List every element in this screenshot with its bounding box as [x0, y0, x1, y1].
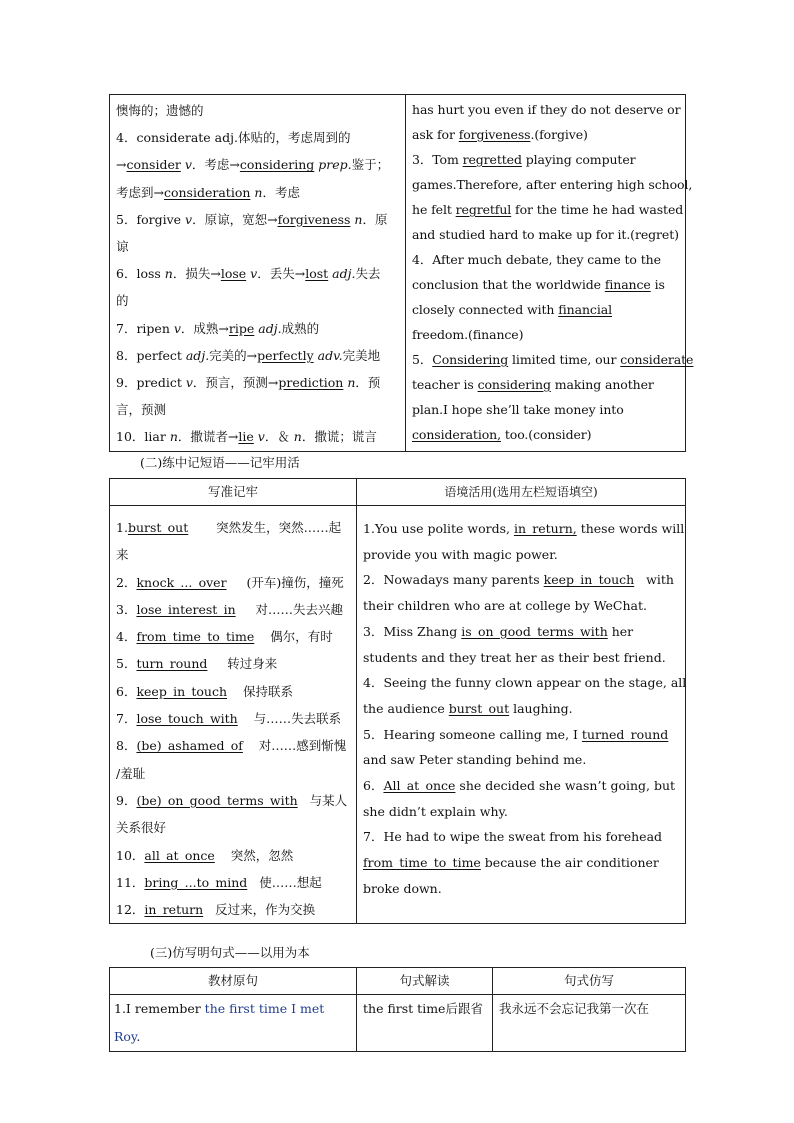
phrase-item: 12．in_return 反过来，作为交换 [116, 902, 316, 918]
phrase-item-cont: 关系很好 [116, 820, 167, 836]
header-analysis: 句式解读 [357, 968, 493, 995]
phrase-practice-cell [357, 506, 686, 924]
practice-line: students and they treat her as their best friend. [363, 649, 666, 665]
phrase-item-cont: /羞耻 [116, 765, 146, 781]
sentence-line: and studied hard to make up for it.(regret) [412, 227, 679, 242]
practice-line: 1.You use polite words, in_return, these words will [363, 521, 685, 536]
word-line: 懊悔的；遗憾的 [116, 103, 204, 118]
word-line: 7．ripen v．成熟→ripe adj.成熟的 [116, 320, 320, 336]
phrase-item: 11．bring_...to_mind 使……想起 [116, 874, 322, 890]
phrase-item: 1.burst_out 突然发生，突然……起 [116, 520, 342, 535]
phrase-item: 7．lose_touch_with 与……失去联系 [116, 711, 342, 727]
sentence-line: he felt regretful for the time he had wasted [412, 202, 684, 217]
section-title-sentences: (三)仿写明句式——以用为本 [150, 945, 310, 960]
sentence-line: 4．After much debate, they came to the [412, 252, 661, 267]
word-line: 8．perfect adj.完美的→perfectly adv.完美地 [116, 347, 381, 363]
sentence-line: freedom.(finance) [412, 327, 524, 342]
practice-line: broke down. [363, 880, 442, 896]
practice-line: the audience burst_out laughing. [363, 700, 573, 716]
word-line: 6．loss n．损失→lose v．丢失→lost adj.失去 [116, 266, 381, 282]
practice-line: 5．Hearing someone calling me, I turned_round [363, 726, 669, 742]
phrase-item: 5．turn_round 转过身来 [116, 656, 278, 672]
vocabulary-table [109, 94, 694, 452]
context-practice-cell [406, 95, 694, 452]
word-line: 的 [116, 293, 129, 309]
word-line: 10．liar n．撒谎者→lie v．＆ n．撒谎；谎言 [116, 429, 377, 445]
analysis-cell: the first time后跟省 [357, 995, 493, 1052]
practice-line: their children who are at college by WeChat. [363, 598, 647, 614]
header-context-use: 语境活用(选用左栏短语填空) [357, 479, 686, 506]
word-line: 4．considerate adj.体贴的，考虑周到的 [116, 130, 351, 146]
sentence-line: closely connected with financial [412, 302, 612, 317]
section-title-phrases: (二)练中记短语——记牢用活 [140, 455, 300, 470]
practice-line: 2．Nowadays many parents keep_in_touch with [363, 572, 674, 588]
phrase-list-cell [110, 506, 357, 924]
original-sentence-cell: 1.I remember the first time I met Roy. [110, 995, 357, 1052]
practice-line: 4．Seeing the funny clown appear on the stage, all [363, 675, 687, 691]
sentence-pattern-table [109, 967, 686, 1052]
sentence-line: teacher is considering making another [412, 377, 654, 392]
phrase-item: 4．from_time_to_time 偶尔，有时 [116, 629, 333, 645]
phrase-item: 2．knock_..._over (开车)撞伤，撞死 [116, 574, 344, 590]
word-line: 9．predict v．预言，预测→prediction n．预 [116, 375, 381, 391]
phrase-item: 10．all_at_once 突然，忽然 [116, 847, 294, 863]
sentence-line: ask for forgiveness.(forgive) [412, 127, 588, 142]
practice-line: from_time_to_time because the air conditioner [363, 855, 659, 871]
sentence-line: consideration, too.(consider) [412, 427, 592, 442]
word-line: 考虑到→consideration n．考虑 [116, 184, 300, 200]
practice-line: and saw Peter standing behind me. [363, 752, 587, 768]
sentence-line: conclusion that the worldwide finance is [412, 277, 665, 292]
header-write-remember: 写准记牢 [110, 479, 357, 506]
phrase-item-cont: 来 [116, 547, 129, 563]
phrase-item: 9．(be)_on_good_terms_with 与某人 [116, 792, 348, 808]
sentence-line: games.Therefore, after entering high school, [412, 177, 693, 192]
practice-line: she didn’t explain why. [363, 803, 508, 819]
word-line: 言，预测 [116, 402, 167, 418]
phrase-item: 3．lose_interest_in 对……失去兴趣 [116, 601, 344, 617]
header-imitation: 句式仿写 [493, 968, 686, 995]
word-line: 5．forgive v．原谅，宽恕→forgiveness n．原 [116, 211, 388, 227]
sentence-line: has hurt you even if they do not deserve or [412, 102, 681, 117]
practice-line: 7．He had to wipe the sweat from his forehead [363, 829, 663, 845]
word-line: →consider v．考虑→considering prep.鉴于； [116, 157, 390, 173]
word-line: 谅 [116, 239, 129, 255]
practice-line: 3．Miss Zhang is_on_good_terms_with her [363, 623, 634, 639]
header-original-sentence: 教材原句 [110, 968, 357, 995]
word-family-cell [110, 95, 406, 452]
phrases-table [109, 478, 686, 924]
sentence-line: 3．Tom regretted playing computer [412, 152, 636, 167]
practice-line: 6．All_at_once she decided she wasn’t going, but [363, 778, 676, 794]
sentence-line: plan.I hope she’ll take money into [412, 402, 624, 417]
sentence-line: 5．Considering limited time, our considerate [412, 352, 694, 367]
phrase-item: 6．keep_in_touch 保持联系 [116, 683, 293, 699]
practice-line: provide you with magic power. [363, 546, 558, 562]
highlighted-phrase: the first time I met Roy [114, 1001, 325, 1044]
imitation-cell: 我永远不会忘记我第一次在 [493, 995, 686, 1052]
phrase-item: 8．(be)_ashamed_of 对……感到惭愧 [116, 738, 347, 754]
